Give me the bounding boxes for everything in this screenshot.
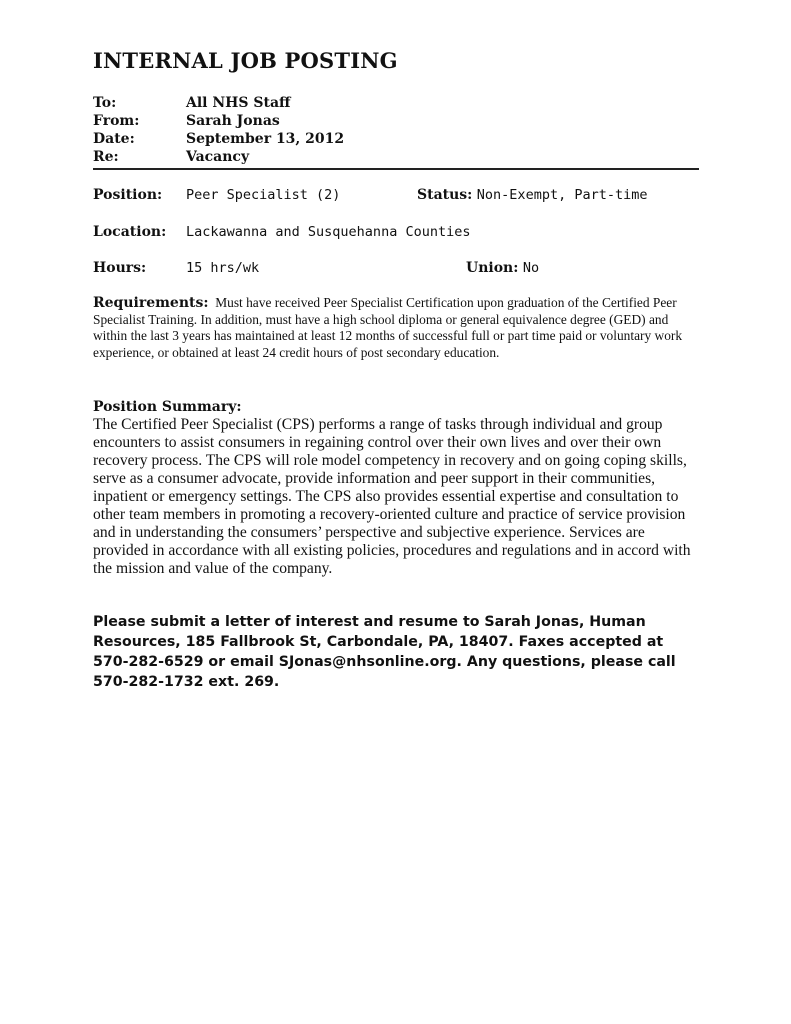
hours-value: 15 hrs/wk [186, 260, 260, 276]
memo-to-value: All NHS Staff [186, 95, 291, 111]
location-label: Location: [93, 224, 167, 240]
memo-date-label: Date: [93, 131, 135, 147]
position-summary-heading: Position Summary: [93, 399, 242, 415]
requirements-text: Must have received Peer Specialist Certification upon graduation of the Certified Peer Specialist Training. In addition, must have a high school diploma or general equivalence degree (GED) and within the last 3 years has maintained at least 12 months of successful full or part time paid or voluntary work experience, or obtained at least 24 credit hours of post secondary education. [93, 295, 683, 360]
hours-label: Hours: [93, 260, 147, 276]
status-field [417, 187, 647, 203]
status-label: Status: [417, 187, 473, 203]
position-summary-text: The Certified Peer Specialist (CPS) performs a range of tasks through individual and group encounters to assist consumers in regaining control over their own lives and over their own recovery process. The CPS will role model competency in recovery and on going coping skills, serve as a consumer advocate, provide information and peer support in their communities, inpatient or emergency settings. The CPS also provides essential expertise and consultation to other team members in promoting a recovery-oriented culture and practice of service provision and in understanding the consumers’ perspective and subjective experience. Services are provided in accordance with all existing policies, procedures and regulations and in accord with the mission and value of the company. [93, 416, 691, 577]
requirements-section [93, 295, 705, 361]
memo-re-value: Vacancy [186, 149, 250, 165]
requirements-label: Requirements: [93, 295, 209, 311]
memo-from-label: From: [93, 113, 140, 129]
memo-date-value: September 13, 2012 [186, 131, 345, 147]
submission-instructions: Please submit a letter of interest and resume to Sarah Jonas, Human Resources, 185 Fallbrook St, Carbondale, PA, 18407. Faxes accepted at 570-282-6529 or email SJonas@nhsonline.org. Any questions, please call 570-282-1732 ext. 269. [93, 614, 676, 690]
position-value: Peer Specialist (2) [186, 187, 341, 203]
document-title: INTERNAL JOB POSTING [93, 48, 398, 73]
union-field [466, 260, 539, 276]
position-label: Position: [93, 187, 163, 203]
status-value: Non-Exempt, Part-time [476, 187, 648, 203]
header-divider [93, 168, 699, 170]
union-label: Union: [466, 260, 519, 276]
memo-from-value: Sarah Jonas [186, 113, 280, 129]
memo-re-label: Re: [93, 149, 119, 165]
memo-to-label: To: [93, 95, 117, 111]
location-value: Lackawanna and Susquehanna Counties [186, 224, 471, 240]
union-value: No [522, 260, 540, 276]
